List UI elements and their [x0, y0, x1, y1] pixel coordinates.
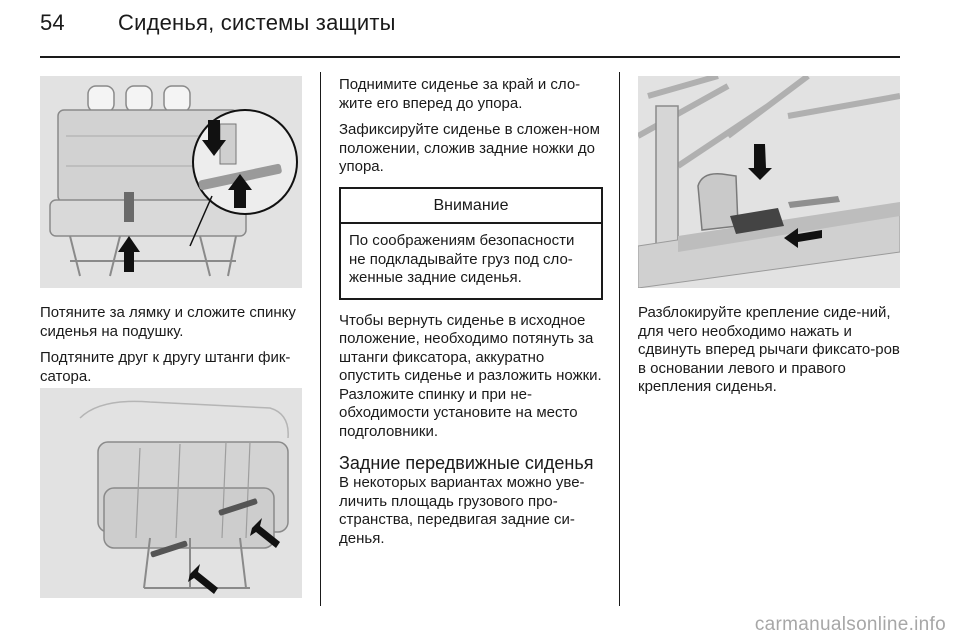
paragraph-fix-seat: Зафиксируйте сиденье в сложен-ном положении, сложив задние ножки до упора. [339, 121, 600, 175]
warning-box [339, 187, 603, 300]
figure-fixing-rods [40, 388, 302, 598]
paragraph-pull-strap: Потяните за лямку и сложите спинку сиденья на подушку. [40, 304, 296, 340]
column-divider-1 [320, 72, 321, 606]
page-header [40, 10, 396, 36]
watermark: carmanualsonline.info [754, 614, 946, 635]
header-rule [40, 56, 900, 58]
paragraph-lift-seat: Поднимите сиденье за край и сло-жите его вперед до упора. [339, 76, 581, 112]
figure-seat-fold-illustration [40, 76, 302, 288]
warning-text: По соображениям безопасности не подкладывайте груз под сло-женные задние сиденья. [349, 232, 575, 286]
page-title: Сиденья, системы защиты [118, 10, 396, 35]
column-1-text [40, 304, 306, 394]
figure-seat-rail-lock [638, 76, 900, 288]
figure-seat-rail-lock-illustration [638, 76, 900, 288]
section-title-rear-seats: Задние передвижные сиденья [339, 453, 594, 473]
warning-title: Внимание [341, 189, 601, 225]
page-number: 54 [40, 10, 65, 35]
paragraph-increase-space: В некоторых вариантах можно уве-личить площадь грузового про-странства, передвигая задние си-денья. [339, 474, 585, 547]
column-2-text [339, 76, 603, 556]
column-divider-2 [619, 72, 620, 606]
column-3-text [638, 304, 904, 405]
figure-fixing-rods-illustration [40, 388, 302, 598]
paragraph-pull-rods: Подтяните друг к другу штанги фик-сатора. [40, 349, 291, 385]
paragraph-unlock-mount: Разблокируйте крепление сиде-ний, для чего необходимо нажать и сдвинуть вперед рычаги фиксато-ров в основании левого и правого крепления сиденья. [638, 304, 900, 395]
paragraph-return-seat: Чтобы вернуть сиденье в исходное положение, необходимо потянуть за штанги фиксатора, аккуратно опустить сиденье и разложить ножки. Разложите спинку и при не-обходимости установите на место подголовники. [339, 311, 602, 440]
figure-seat-fold [40, 76, 302, 288]
